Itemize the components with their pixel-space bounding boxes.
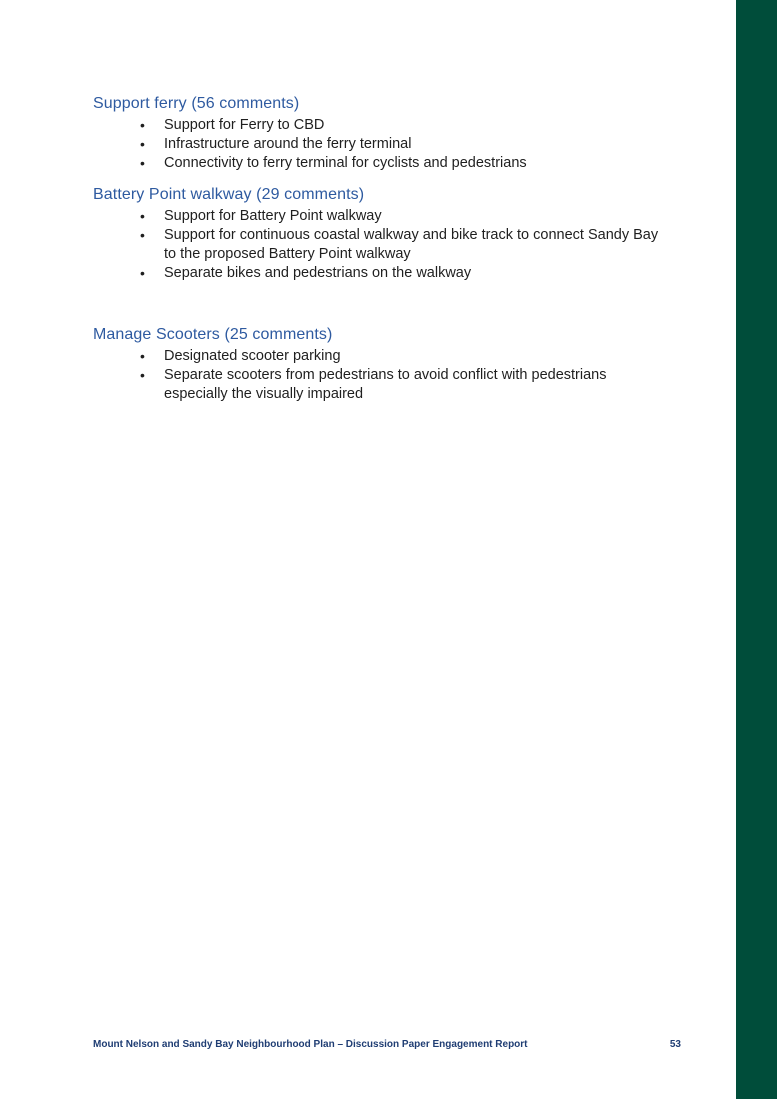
list-item: • Support for Ferry to CBD xyxy=(140,117,325,133)
bullet-icon: • xyxy=(140,227,145,243)
footer-title: Mount Nelson and Sandy Bay Neighbourhood Plan – Discussion Paper Engagement Report xyxy=(93,1039,528,1050)
section-support-ferry xyxy=(93,94,673,173)
bullet-icon: • xyxy=(140,117,145,133)
list-item: • Designated scooter parking xyxy=(140,348,341,364)
list-item: • Support for Battery Point walkway xyxy=(140,208,382,224)
list-item: • Infrastructure around the ferry terminal xyxy=(140,136,412,152)
section-heading: Support ferry (56 comments) xyxy=(93,95,300,112)
section-battery-point-walkway xyxy=(93,185,673,283)
bullet-icon: • xyxy=(140,265,145,281)
bullet-icon: • xyxy=(140,208,145,224)
bullet-icon: • xyxy=(140,136,145,152)
list-item: • Separate bikes and pedestrians on the walkway xyxy=(140,265,472,281)
list-item: • Support for continuous coastal walkway and bike track to connect Sandy Bay to the proposed Battery Point walkway xyxy=(140,227,659,262)
bullet-list xyxy=(93,347,673,404)
section-manage-scooters xyxy=(93,325,673,404)
list-item: • Separate scooters from pedestrians to avoid conflict with pedestrians especially the visually impaired xyxy=(140,367,607,402)
bullet-icon: • xyxy=(140,367,145,383)
bullet-icon: • xyxy=(140,348,145,364)
bullet-icon: • xyxy=(140,155,145,171)
section-heading: Battery Point walkway (29 comments) xyxy=(93,186,365,203)
document-body xyxy=(93,94,673,404)
bullet-list xyxy=(93,116,673,173)
bullet-list xyxy=(93,207,673,283)
side-bar-decoration xyxy=(736,0,777,1099)
page-number: 53 xyxy=(669,1039,681,1050)
list-item: • Connectivity to ferry terminal for cyclists and pedestrians xyxy=(140,155,527,171)
section-heading: Manage Scooters (25 comments) xyxy=(93,326,333,343)
page-footer xyxy=(93,1038,681,1052)
